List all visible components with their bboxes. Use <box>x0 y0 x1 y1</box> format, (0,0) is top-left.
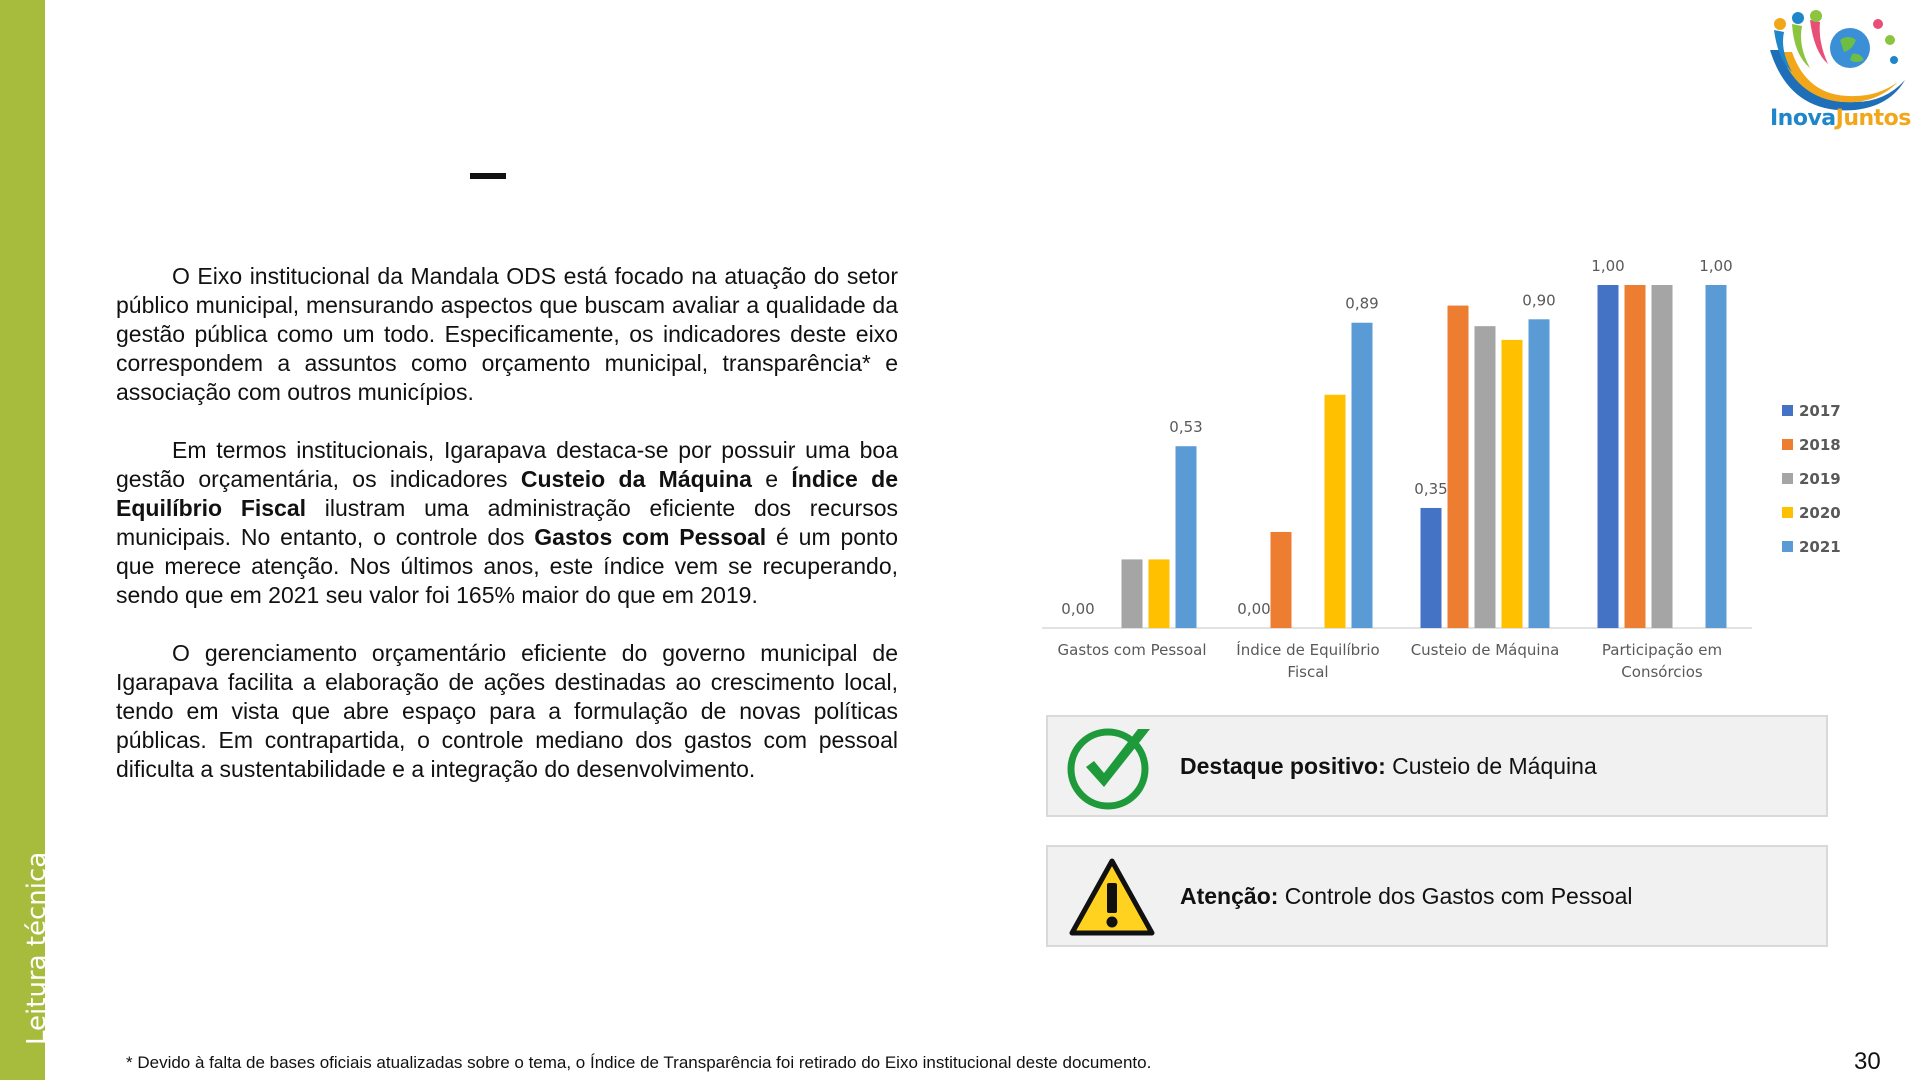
indicator-chart <box>1040 250 1860 694</box>
section-label: Leitura técnica <box>22 851 52 1045</box>
category-label: Participação em <box>1601 641 1723 659</box>
bar-2019-cat3 <box>1652 285 1673 628</box>
paragraph-2: Em termos institucionais, Igarapava destaca-se por possuir uma boa gestão orçamentária, os indicadores Custeio da Máquina e Índice de Equilíbrio Fiscal ilustram uma administração eficiente dos recursos municipais. No entanto, o controle dos Gastos com Pessoal é um ponto que merece atenção. Nos últimos anos, este índice vem se recuperando, sendo que em 2021 seu valor foi 165% maior do que em 2019. <box>116 437 898 608</box>
bar-2021-cat3 <box>1706 285 1727 628</box>
legend-swatch-2021 <box>1782 541 1793 552</box>
legend-swatch-2018 <box>1782 439 1793 450</box>
data-label: 0,00 <box>1061 600 1095 618</box>
bar-2020-cat1 <box>1325 395 1346 628</box>
bar-2021-cat2 <box>1529 319 1550 628</box>
data-label: 0,90 <box>1522 291 1556 310</box>
bar-2017-cat2 <box>1421 508 1442 628</box>
bar-2020-cat2 <box>1502 340 1523 628</box>
warning-box <box>1046 845 1828 947</box>
data-label: 0,53 <box>1169 418 1203 437</box>
positive-highlight-box <box>1046 715 1828 817</box>
body-text <box>116 262 898 813</box>
category-label: Fiscal <box>1287 663 1329 681</box>
category-label: Índice de Equilíbrio <box>1236 641 1380 659</box>
legend-swatch-2019 <box>1782 473 1793 484</box>
category-label: Consórcios <box>1621 663 1703 681</box>
legend-label: 2017 <box>1799 402 1841 420</box>
bar-chart <box>1040 250 1860 690</box>
bar-2018-cat2 <box>1448 306 1469 628</box>
footnote: * Devido à falta de bases oficiais atualizadas sobre o tema, o Índice de Transparência foi retirado do Eixo institucional deste documento. <box>126 1053 1152 1072</box>
title-dash <box>470 173 506 179</box>
paragraph-3: O gerenciamento orçamentário eficiente do governo municipal de Igarapava facilita a elaboração de ações destinadas ao crescimento local, tendo em vista que abre espaço para a formulação de novas políticas públicas. Em contrapartida, o controle mediano dos gastos com pessoal dificulta a sustentabilidade e a integração do desenvolvimento. <box>116 640 898 782</box>
check-icon <box>1066 723 1158 811</box>
bar-2020-cat0 <box>1149 559 1170 628</box>
bar-2019-cat0 <box>1122 559 1143 628</box>
category-label: Gastos com Pessoal <box>1057 641 1207 659</box>
positive-highlight-text: Destaque positivo: Custeio de Máquina <box>1180 753 1597 779</box>
legend-label: 2019 <box>1799 470 1841 488</box>
bar-2018-cat1 <box>1271 532 1292 628</box>
bar-2021-cat1 <box>1352 323 1373 628</box>
data-label: 1,00 <box>1699 257 1733 275</box>
data-label: 0,89 <box>1345 294 1379 313</box>
bar-2021-cat0 <box>1176 446 1197 628</box>
legend-swatch-2017 <box>1782 405 1793 416</box>
legend-swatch-2020 <box>1782 507 1793 518</box>
data-label: 1,00 <box>1591 257 1625 275</box>
page-number: 30 <box>1854 1048 1881 1075</box>
logo-text: InovaJuntos <box>1770 106 1911 131</box>
bar-2018-cat3 <box>1625 285 1646 628</box>
legend-label: 2021 <box>1799 538 1841 556</box>
data-label: 0,00 <box>1237 600 1271 618</box>
bar-2017-cat3 <box>1598 285 1619 628</box>
warning-text: Atenção: Controle dos Gastos com Pessoal <box>1180 883 1633 909</box>
data-label: 0,35 <box>1414 479 1448 498</box>
legend-label: 2018 <box>1799 436 1841 454</box>
legend-label: 2020 <box>1799 504 1841 522</box>
warning-icon <box>1066 853 1158 941</box>
bar-2019-cat2 <box>1475 326 1496 628</box>
category-label: Custeio de Máquina <box>1410 641 1560 659</box>
paragraph-1: O Eixo institucional da Mandala ODS está focado na atuação do setor público municipal, mensurando aspectos que buscam avaliar a qualidade da gestão pública como um todo. Especificamente, os indicadores deste eixo correspondem a assuntos como orçamento municipal, transparência* e associação com outros municípios. <box>116 263 898 405</box>
